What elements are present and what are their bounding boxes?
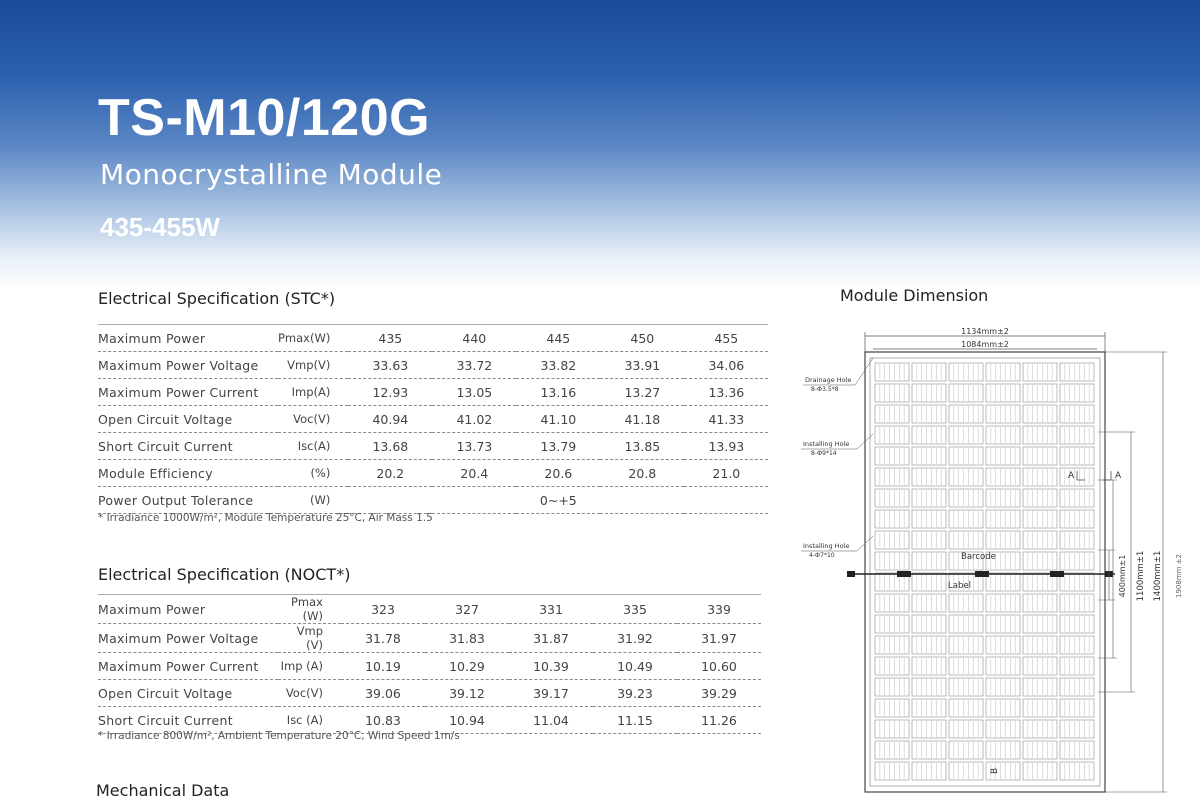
spec-value: 327 xyxy=(425,595,509,624)
spec-row xyxy=(98,595,761,624)
spec-value: 41.33 xyxy=(684,406,768,433)
spec-value: 450 xyxy=(600,325,684,352)
solar-cell xyxy=(1023,384,1057,402)
spec-value: 445 xyxy=(516,325,600,352)
spec-parameter-name: Short Circuit Current xyxy=(98,707,278,734)
solar-cell xyxy=(875,468,909,486)
noct-table xyxy=(98,594,761,734)
spec-value: 13.85 xyxy=(600,433,684,460)
solar-cell xyxy=(1023,594,1057,612)
spec-value: 39.17 xyxy=(509,680,593,707)
solar-cell xyxy=(949,405,983,423)
solar-cell xyxy=(986,531,1020,549)
solar-cell xyxy=(1060,657,1094,675)
solar-cell xyxy=(1023,762,1057,780)
spec-value: 10.49 xyxy=(593,653,677,680)
solar-cell xyxy=(912,363,946,381)
spec-value: 33.72 xyxy=(432,352,516,379)
spec-value: 13.36 xyxy=(684,379,768,406)
spec-row xyxy=(98,433,768,460)
solar-cell xyxy=(912,741,946,759)
spec-value: 20.2 xyxy=(348,460,432,487)
label-label: Label xyxy=(948,581,971,591)
barcode-label: Barcode xyxy=(961,552,996,562)
solar-cell xyxy=(1060,720,1094,738)
solar-cell xyxy=(1023,699,1057,717)
solar-cell xyxy=(1023,720,1057,738)
solar-cell xyxy=(1060,615,1094,633)
solar-cell xyxy=(949,510,983,528)
spec-value: 39.06 xyxy=(341,680,425,707)
solar-cell xyxy=(1060,489,1094,507)
solar-cell xyxy=(1023,678,1057,696)
solar-cell xyxy=(875,510,909,528)
spec-unit: Isc(A) xyxy=(278,433,348,460)
spec-unit: Voc(V) xyxy=(278,406,348,433)
solar-cell xyxy=(875,720,909,738)
spec-value: 33.91 xyxy=(600,352,684,379)
spec-unit: Imp(A) xyxy=(278,379,348,406)
spec-value: 10.19 xyxy=(341,653,425,680)
spec-value: 33.82 xyxy=(516,352,600,379)
spec-value: 10.29 xyxy=(425,653,509,680)
spec-value: 13.16 xyxy=(516,379,600,406)
dim-width-outer: 1134mm±2 xyxy=(961,327,1009,336)
solar-cell xyxy=(912,489,946,507)
spec-parameter-name: Power Output Tolerance xyxy=(98,487,278,514)
solar-cell xyxy=(1060,762,1094,780)
spec-value: 21.0 xyxy=(684,460,768,487)
stc-note: * Irradiance 1000W/m², Module Temperature 25°C, Air Mass 1.5 xyxy=(98,512,433,524)
drainage-hole-label: Drainage Hole xyxy=(805,376,852,384)
spec-parameter-name: Maximum Power Voltage xyxy=(98,352,278,379)
spec-value: 12.93 xyxy=(348,379,432,406)
solar-cell xyxy=(949,636,983,654)
solar-cell xyxy=(912,510,946,528)
spec-parameter-name: Maximum Power Current xyxy=(98,379,278,406)
spec-value: 339 xyxy=(677,595,761,624)
solar-cell xyxy=(875,615,909,633)
solar-cell xyxy=(986,720,1020,738)
solar-cell xyxy=(912,405,946,423)
spec-row xyxy=(98,352,768,379)
solar-cell xyxy=(875,657,909,675)
solar-cell xyxy=(986,573,1020,591)
spec-value: 39.12 xyxy=(425,680,509,707)
solar-cell xyxy=(949,720,983,738)
solar-cell xyxy=(1060,573,1094,591)
dimension-section-title: Module Dimension xyxy=(840,286,989,305)
solar-cell xyxy=(912,699,946,717)
solar-cell xyxy=(949,447,983,465)
section-a-mark: A xyxy=(1068,471,1075,481)
solar-cell xyxy=(949,594,983,612)
solar-cell xyxy=(949,468,983,486)
spec-unit: Vmp (V) xyxy=(278,624,341,653)
solar-cell xyxy=(949,489,983,507)
solar-cell xyxy=(1060,741,1094,759)
spec-value: 10.60 xyxy=(677,653,761,680)
solar-cell xyxy=(1060,405,1094,423)
solar-cell xyxy=(986,426,1020,444)
spec-parameter-name: Maximum Power Voltage xyxy=(98,624,278,653)
solar-cell xyxy=(875,741,909,759)
spec-value: 20.6 xyxy=(516,460,600,487)
solar-cell xyxy=(949,699,983,717)
model-title: TS-M10/120G xyxy=(98,89,431,147)
spec-value: 440 xyxy=(432,325,516,352)
solar-cell xyxy=(875,531,909,549)
solar-cell xyxy=(949,678,983,696)
installing-hole-label-2: Installing Hole xyxy=(803,542,850,550)
spec-value: 10.39 xyxy=(509,653,593,680)
solar-cell xyxy=(1023,741,1057,759)
solar-cell xyxy=(1060,678,1094,696)
solar-cell xyxy=(1060,699,1094,717)
spec-value: 40.94 xyxy=(348,406,432,433)
dim-1400: 1400mm±1 xyxy=(1153,550,1163,602)
solar-cell xyxy=(875,594,909,612)
spec-row xyxy=(98,406,768,433)
solar-cell xyxy=(1060,594,1094,612)
solar-cell xyxy=(986,384,1020,402)
noct-note: * Irradiance 800W/m², Ambient Temperature 20°C, Wind Speed 1m/s xyxy=(98,730,460,742)
spec-value: 31.83 xyxy=(425,624,509,653)
spec-unit: Imp (A) xyxy=(278,653,341,680)
spec-row xyxy=(98,653,761,680)
section-b-mark: B xyxy=(990,767,1000,774)
solar-cell xyxy=(875,405,909,423)
solar-cell xyxy=(1023,363,1057,381)
solar-cell xyxy=(875,552,909,570)
solar-cell xyxy=(1060,447,1094,465)
mechanical-section-title: Mechanical Data xyxy=(96,781,230,800)
spec-value: 20.8 xyxy=(600,460,684,487)
spec-value: 31.78 xyxy=(341,624,425,653)
solar-cell xyxy=(1023,552,1057,570)
solar-cell xyxy=(875,699,909,717)
solar-cell xyxy=(1023,447,1057,465)
solar-cell xyxy=(912,594,946,612)
solar-cell xyxy=(912,552,946,570)
noct-section-title: Electrical Specification (NOCT*) xyxy=(98,565,351,584)
spec-value: 13.05 xyxy=(432,379,516,406)
solar-cell xyxy=(912,720,946,738)
solar-cell xyxy=(875,363,909,381)
solar-cell xyxy=(1023,615,1057,633)
spec-value: 41.10 xyxy=(516,406,600,433)
solar-cell xyxy=(986,594,1020,612)
solar-cell xyxy=(1023,405,1057,423)
solar-cell xyxy=(912,384,946,402)
solar-cell xyxy=(949,384,983,402)
spec-value: 31.92 xyxy=(593,624,677,653)
module-dimension-drawing xyxy=(795,318,1195,804)
spec-value: 31.87 xyxy=(509,624,593,653)
solar-cell xyxy=(1023,657,1057,675)
solar-cell xyxy=(949,363,983,381)
solar-cell xyxy=(1023,489,1057,507)
spec-row xyxy=(98,624,761,653)
spec-unit: Pmax (W) xyxy=(278,595,341,624)
solar-cell xyxy=(1023,636,1057,654)
spec-value: 331 xyxy=(509,595,593,624)
solar-cell xyxy=(875,636,909,654)
solar-cell xyxy=(949,426,983,444)
solar-cell xyxy=(912,531,946,549)
model-subtitle: Monocrystalline Module xyxy=(100,158,443,191)
spec-parameter-name: Open Circuit Voltage xyxy=(98,680,278,707)
solar-cell xyxy=(1023,426,1057,444)
solar-cell xyxy=(986,510,1020,528)
installing-hole-spec-2: 4-Ф7*10 xyxy=(809,552,835,559)
solar-cell xyxy=(986,741,1020,759)
spec-parameter-name: Open Circuit Voltage xyxy=(98,406,278,433)
spec-value: 335 xyxy=(593,595,677,624)
solar-cell xyxy=(912,657,946,675)
spec-value: 11.26 xyxy=(677,707,761,734)
spec-value: 323 xyxy=(341,595,425,624)
solar-cell xyxy=(1060,363,1094,381)
solar-cell xyxy=(1060,636,1094,654)
solar-cell xyxy=(986,468,1020,486)
solar-cell xyxy=(912,447,946,465)
solar-cell xyxy=(912,615,946,633)
spec-value: 10.94 xyxy=(425,707,509,734)
solar-cell xyxy=(1060,552,1094,570)
dim-width-inner: 1084mm±2 xyxy=(961,340,1009,349)
spec-value: 13.73 xyxy=(432,433,516,460)
stc-table xyxy=(98,324,768,514)
solar-cell xyxy=(875,426,909,444)
solar-cell xyxy=(949,657,983,675)
solar-cell xyxy=(1060,531,1094,549)
dim-400: 400mm±1 xyxy=(1118,554,1127,598)
spec-row xyxy=(98,487,768,514)
solar-cell xyxy=(912,636,946,654)
solar-cell xyxy=(875,678,909,696)
spec-value: 13.27 xyxy=(600,379,684,406)
spec-value: 0~+5 xyxy=(348,487,768,514)
solar-cell xyxy=(986,447,1020,465)
drainage-hole-spec: 8-Ф3.5*8 xyxy=(811,386,839,393)
spec-row xyxy=(98,460,768,487)
solar-cell xyxy=(949,531,983,549)
spec-value: 11.15 xyxy=(593,707,677,734)
spec-value: 34.06 xyxy=(684,352,768,379)
spec-unit: (%) xyxy=(278,460,348,487)
solar-cell xyxy=(986,636,1020,654)
spec-parameter-name: Maximum Power Current xyxy=(98,653,278,680)
spec-parameter-name: Maximum Power xyxy=(98,325,278,352)
solar-cell xyxy=(912,573,946,591)
solar-cell xyxy=(986,615,1020,633)
solar-cell xyxy=(912,426,946,444)
solar-cell xyxy=(875,384,909,402)
section-a-mark-2: A xyxy=(1115,471,1122,481)
spec-value: 39.23 xyxy=(593,680,677,707)
solar-cell xyxy=(912,762,946,780)
solar-cell xyxy=(1023,468,1057,486)
spec-unit: Isc (A) xyxy=(278,707,341,734)
spec-row xyxy=(98,680,761,707)
spec-value: 33.63 xyxy=(348,352,432,379)
spec-value: 39.29 xyxy=(677,680,761,707)
solar-cell xyxy=(949,741,983,759)
solar-cell xyxy=(912,468,946,486)
solar-cell xyxy=(949,762,983,780)
installing-hole-label-1: Installing Hole xyxy=(803,440,850,448)
spec-parameter-name: Module Efficiency xyxy=(98,460,278,487)
spec-value: 20.4 xyxy=(432,460,516,487)
spec-unit: Voc(V) xyxy=(278,680,341,707)
spec-parameter-name: Maximum Power xyxy=(98,595,278,624)
power-range: 435-455W xyxy=(100,212,220,242)
spec-value: 455 xyxy=(684,325,768,352)
installing-hole-spec-1: 8-Ф9*14 xyxy=(811,450,837,457)
dim-1100: 1100mm±1 xyxy=(1136,550,1146,602)
spec-row xyxy=(98,379,768,406)
spec-value: 13.79 xyxy=(516,433,600,460)
spec-value: 31.97 xyxy=(677,624,761,653)
spec-row xyxy=(98,325,768,352)
solar-cell xyxy=(986,699,1020,717)
solar-cell xyxy=(986,405,1020,423)
solar-cell xyxy=(1023,510,1057,528)
solar-cell xyxy=(875,489,909,507)
spec-unit: (W) xyxy=(278,487,348,514)
spec-value: 41.18 xyxy=(600,406,684,433)
spec-value: 435 xyxy=(348,325,432,352)
spec-value: 11.04 xyxy=(509,707,593,734)
solar-cell xyxy=(1060,426,1094,444)
spec-unit: Pmax(W) xyxy=(278,325,348,352)
spec-parameter-name: Short Circuit Current xyxy=(98,433,278,460)
solar-cell xyxy=(986,678,1020,696)
spec-unit: Vmp(V) xyxy=(278,352,348,379)
solar-cell xyxy=(986,657,1020,675)
solar-cell xyxy=(986,489,1020,507)
solar-cell xyxy=(875,447,909,465)
solar-cell xyxy=(1023,531,1057,549)
spec-value: 10.83 xyxy=(341,707,425,734)
solar-cell xyxy=(949,615,983,633)
solar-cell xyxy=(1060,384,1094,402)
solar-cell xyxy=(986,363,1020,381)
stc-section-title: Electrical Specification (STC*) xyxy=(98,289,336,308)
dim-1908: 1908mm ±2 xyxy=(1175,554,1183,598)
solar-cell xyxy=(912,678,946,696)
spec-value: 13.68 xyxy=(348,433,432,460)
solar-cell xyxy=(1060,510,1094,528)
spec-value: 13.93 xyxy=(684,433,768,460)
solar-cell xyxy=(875,762,909,780)
spec-value: 41.02 xyxy=(432,406,516,433)
